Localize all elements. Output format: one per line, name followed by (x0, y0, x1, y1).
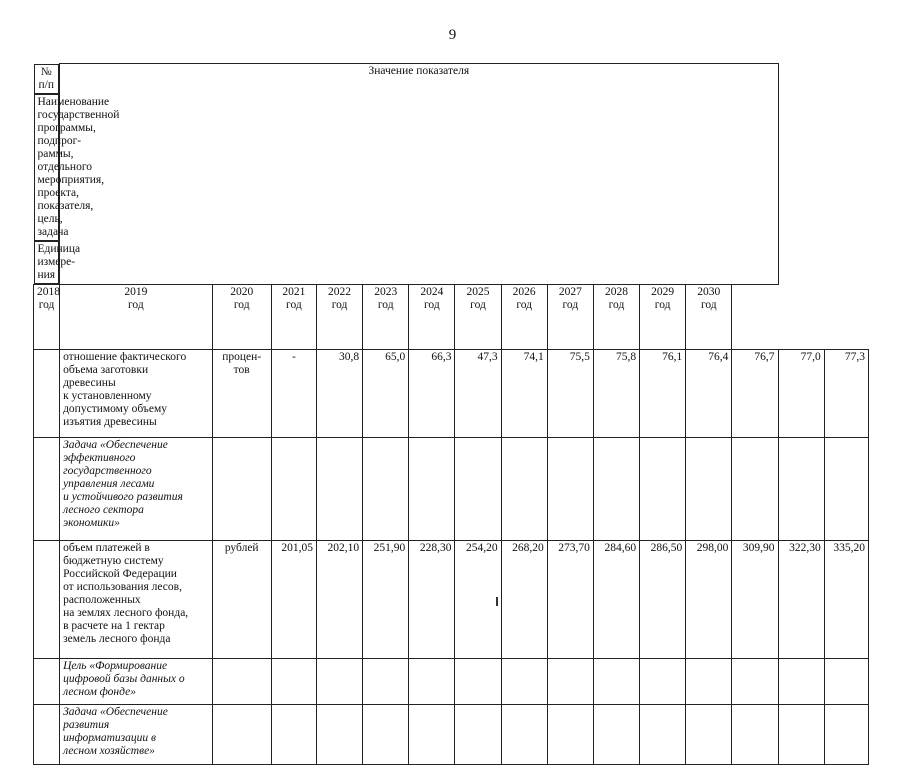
value-cell: 286,50 (640, 540, 686, 658)
value-cell (501, 437, 547, 540)
year-header: 2018 год (34, 284, 60, 349)
value-cell (686, 658, 732, 704)
value-cell (732, 658, 778, 704)
value-cell: 335,20 (824, 540, 868, 658)
year-header: 2028 год (593, 284, 639, 349)
value-cell (409, 658, 455, 704)
value-cell: 298,00 (686, 540, 732, 658)
row-number-cell (34, 540, 60, 658)
row-unit: процен- тов (212, 349, 271, 437)
year-header: 2020 год (212, 284, 271, 349)
value-cell (455, 658, 501, 704)
row-number-cell (34, 704, 60, 764)
year-header: 2030 год (686, 284, 732, 349)
header-unit: Единица измере- ния (34, 241, 60, 284)
table-row (34, 437, 869, 540)
value-cell (593, 437, 639, 540)
value-cell (593, 658, 639, 704)
value-cell: 251,90 (363, 540, 409, 658)
value-cell (501, 658, 547, 704)
value-cell: 77,3 (824, 349, 868, 437)
value-cell: 268,20 (501, 540, 547, 658)
row-name: объем платежей в бюджетную систему Российской Федерации от использования лесов, расположенных на землях лесного фонда, в расчете на 1 гектар земель лесного фонда (60, 540, 213, 658)
header-row-top (34, 64, 869, 285)
value-cell (824, 437, 868, 540)
value-cell (824, 658, 868, 704)
value-cell: 76,1 (640, 349, 686, 437)
value-cell (778, 658, 824, 704)
value-cell: 284,60 (593, 540, 639, 658)
value-cell: 75,5 (547, 349, 593, 437)
value-cell (778, 704, 824, 764)
header-name: Наименование государственной программы, подпрог- раммы, отдельного мероприятия, проекта, показателя, цель, задача (34, 94, 60, 241)
row-unit (212, 658, 271, 704)
year-header: 2026 год (501, 284, 547, 349)
value-cell: 30,8 (316, 349, 362, 437)
value-cell: 74,1 (501, 349, 547, 437)
row-number-cell (34, 437, 60, 540)
value-cell (363, 658, 409, 704)
header-values: Значение показателя (60, 64, 778, 285)
value-cell (640, 437, 686, 540)
row-name: Цель «Формирование цифровой базы данных о лесном фонде» (60, 658, 213, 704)
page-number: 9 (448, 27, 457, 43)
header-row-years (34, 284, 869, 349)
value-cell: 76,7 (732, 349, 778, 437)
value-cell (547, 437, 593, 540)
year-header: 2027 год (547, 284, 593, 349)
value-cell: 47,3 (455, 349, 501, 437)
table-row (34, 540, 869, 658)
value-cell: 322,30 (778, 540, 824, 658)
year-header: 2022 год (316, 284, 362, 349)
value-cell: 76,4 (686, 349, 732, 437)
indicator-table (33, 63, 869, 765)
value-cell (686, 437, 732, 540)
value-cell (455, 437, 501, 540)
table-row (34, 704, 869, 764)
row-unit (212, 437, 271, 540)
value-cell: 202,10 (316, 540, 362, 658)
value-cell (593, 704, 639, 764)
value-cell: 273,70 (547, 540, 593, 658)
value-cell (316, 704, 362, 764)
year-header: 2023 год (363, 284, 409, 349)
value-cell (547, 658, 593, 704)
value-cell (640, 704, 686, 764)
year-header: 2021 год (271, 284, 316, 349)
value-cell (363, 437, 409, 540)
value-cell (409, 704, 455, 764)
value-cell (271, 437, 316, 540)
row-name: Задача «Обеспечение развития информатизации в лесном хозяйстве» (60, 704, 213, 764)
value-cell (316, 658, 362, 704)
value-cell (640, 658, 686, 704)
value-cell (455, 704, 501, 764)
row-number-cell (34, 658, 60, 704)
value-cell: 201,05 (271, 540, 316, 658)
header-number: № п/п (34, 64, 60, 94)
table-row (34, 349, 869, 437)
value-cell (501, 704, 547, 764)
row-number-cell (34, 349, 60, 437)
value-cell (547, 704, 593, 764)
row-unit: рублей (212, 540, 271, 658)
value-cell: 254,20 (455, 540, 501, 658)
row-name: Задача «Обеспечение эффективного государственного управления лесами и устойчивого развития лесного сектора экономики» (60, 437, 213, 540)
value-cell: 65,0 (363, 349, 409, 437)
value-cell (824, 704, 868, 764)
year-header: 2029 год (640, 284, 686, 349)
row-unit (212, 704, 271, 764)
value-cell: - (271, 349, 316, 437)
value-cell: 75,8 (593, 349, 639, 437)
value-cell (409, 437, 455, 540)
scan-mark (496, 597, 498, 606)
value-cell (732, 704, 778, 764)
value-cell (316, 437, 362, 540)
year-header: 2024 год (409, 284, 455, 349)
value-cell: 228,30 (409, 540, 455, 658)
value-cell: 309,90 (732, 540, 778, 658)
value-cell: 77,0 (778, 349, 824, 437)
value-cell (778, 437, 824, 540)
value-cell (686, 704, 732, 764)
row-name: отношение фактического объема заготовки древесины к установленному допустимому объему изъятия древесины (60, 349, 213, 437)
value-cell (363, 704, 409, 764)
value-cell (271, 704, 316, 764)
year-header: 2025 год (455, 284, 501, 349)
value-cell (732, 437, 778, 540)
value-cell (271, 658, 316, 704)
year-header: 2019 год (60, 284, 213, 349)
value-cell: 66,3 (409, 349, 455, 437)
table-row (34, 658, 869, 704)
